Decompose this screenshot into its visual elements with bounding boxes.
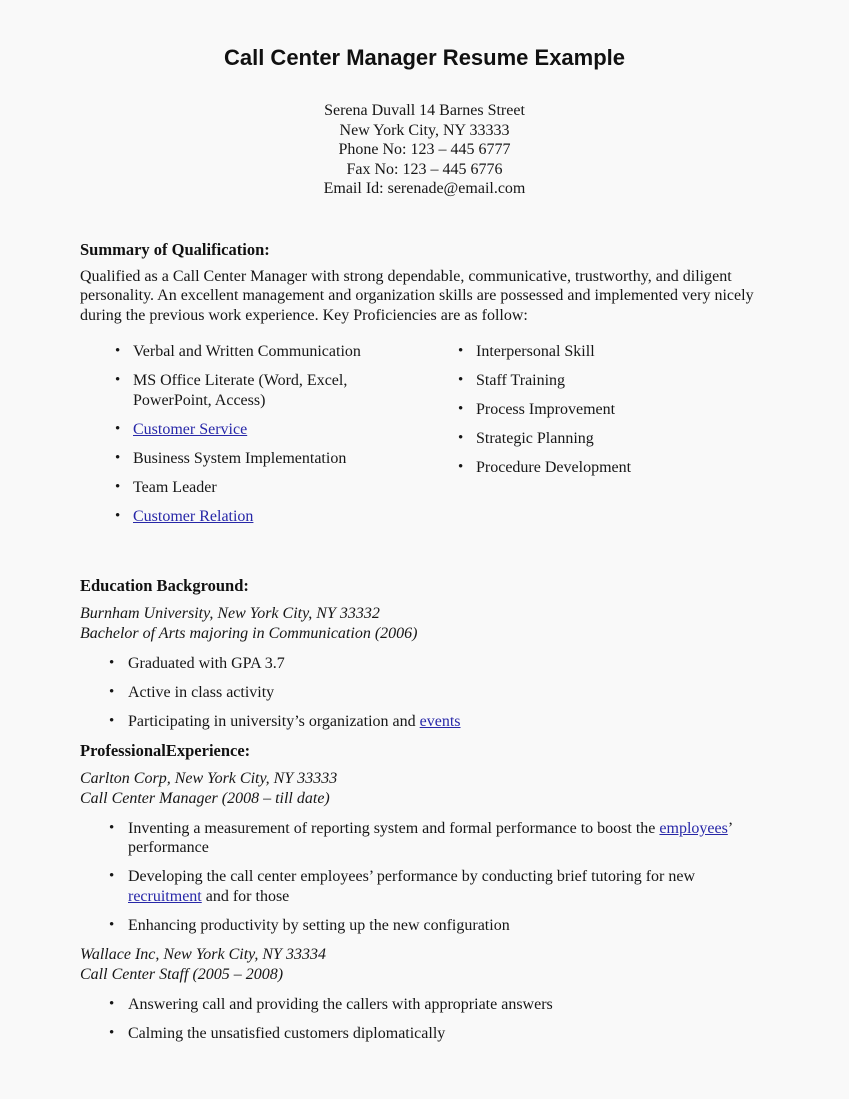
- skill-item: [80, 449, 423, 469]
- education-degree: Bachelor of Arts majoring in Communication (2006): [80, 624, 418, 642]
- bullet-text: Answering call and providing the callers with appropriate answers: [128, 995, 553, 1013]
- skill-item: [80, 371, 423, 410]
- bullet-text: Calming the unsatisfied customers diplomatically: [128, 1024, 446, 1042]
- job1-bullet: [80, 867, 763, 906]
- contact-fax: Fax No: 123 – 445 6776: [346, 160, 503, 178]
- experience-section: [80, 741, 763, 1044]
- job1-header-block: [80, 769, 763, 809]
- education-bullet: [80, 712, 763, 732]
- job2-bullet: [80, 995, 763, 1015]
- education-institution-block: [80, 604, 763, 644]
- job2-role: Call Center Staff (2005 – 2008): [80, 965, 284, 983]
- skill-item: [423, 458, 763, 478]
- skill-label: MS Office Literate (Word, Excel, PowerPoint, Access): [133, 372, 348, 409]
- skill-label: Verbal and Written Communication: [133, 343, 361, 361]
- skill-item: [80, 420, 423, 440]
- contact-email: Email Id: serenade@email.com: [323, 180, 526, 197]
- skills-list-left: [80, 342, 423, 536]
- skill-item: [80, 342, 423, 362]
- summary-paragraph: Qualified as a Call Center Manager with strong dependable, communicative, trustworthy, and diligent personality. An excellent management and organization skills are possessed and implemented very nicely during the previous work experience. Key Proficiencies are as follow:: [80, 267, 754, 324]
- job1-company: Carlton Corp, New York City, NY 33333: [80, 769, 338, 787]
- bullet-text: Enhancing productivity by setting up the new configuration: [128, 916, 510, 934]
- education-bullet: [80, 683, 763, 703]
- customer-service-link[interactable]: Customer Service: [133, 420, 248, 438]
- summary-heading: Summary of Qualification:: [80, 239, 270, 259]
- contact-block: [0, 101, 849, 199]
- job2-bullet-list: [80, 995, 763, 1044]
- job2-bullet: [80, 1024, 763, 1044]
- education-bullet-list: [80, 654, 763, 732]
- customer-relation-link[interactable]: Customer Relation: [133, 507, 254, 525]
- skill-label: Staff Training: [476, 372, 566, 390]
- skill-label: Strategic Planning: [476, 430, 594, 448]
- education-section: [80, 576, 763, 732]
- job1-bullet-list: [80, 819, 763, 936]
- bullet-text: Inventing a measurement of reporting system and formal performance to boost the: [128, 819, 660, 837]
- skill-item: [423, 429, 763, 449]
- summary-section: [80, 240, 763, 536]
- skill-label: Team Leader: [133, 478, 217, 496]
- skill-label: Business System Implementation: [133, 449, 347, 467]
- employees-link[interactable]: employees: [659, 819, 728, 837]
- skill-item: [423, 400, 763, 420]
- bullet-text: Participating in university’s organization and: [128, 712, 420, 730]
- bullet-text: ’ performance: [128, 819, 732, 857]
- bullet-text: Developing the call center employees’ performance by conducting brief tutoring for new: [128, 868, 696, 886]
- job1-bullet: [80, 916, 763, 936]
- job2-header-block: [80, 945, 763, 985]
- skill-item: [423, 342, 763, 362]
- recruitment-link[interactable]: recruitment: [128, 887, 202, 905]
- contact-city: New York City, NY 33333: [339, 121, 510, 139]
- bullet-text: Graduated with GPA 3.7: [128, 654, 285, 672]
- job1-role: Call Center Manager (2008 – till date): [80, 789, 330, 807]
- page-title: Call Center Manager Resume Example: [223, 45, 626, 70]
- skill-item: [80, 478, 423, 498]
- contact-phone: Phone No: 123 – 445 6777: [338, 141, 511, 158]
- education-heading: Education Background:: [80, 575, 249, 595]
- job2-company: Wallace Inc, New York City, NY 33334: [80, 945, 326, 963]
- skill-item: [80, 507, 423, 527]
- skills-list-right: [423, 342, 763, 536]
- job1-bullet: [80, 819, 763, 858]
- events-link[interactable]: events: [419, 712, 461, 730]
- education-school: Burnham University, New York City, NY 33332: [80, 604, 380, 622]
- skill-item: [423, 371, 763, 391]
- skill-label: Process Improvement: [476, 401, 616, 419]
- education-bullet: [80, 654, 763, 674]
- experience-heading: ProfessionalExperience:: [80, 740, 251, 760]
- contact-name-address: Serena Duvall 14 Barnes Street: [324, 102, 525, 119]
- skill-label: Procedure Development: [476, 459, 632, 477]
- skill-label: Interpersonal Skill: [476, 343, 595, 361]
- skills-columns: [80, 342, 763, 536]
- bullet-text: and for those: [201, 887, 290, 905]
- bullet-text: Active in class activity: [128, 683, 275, 701]
